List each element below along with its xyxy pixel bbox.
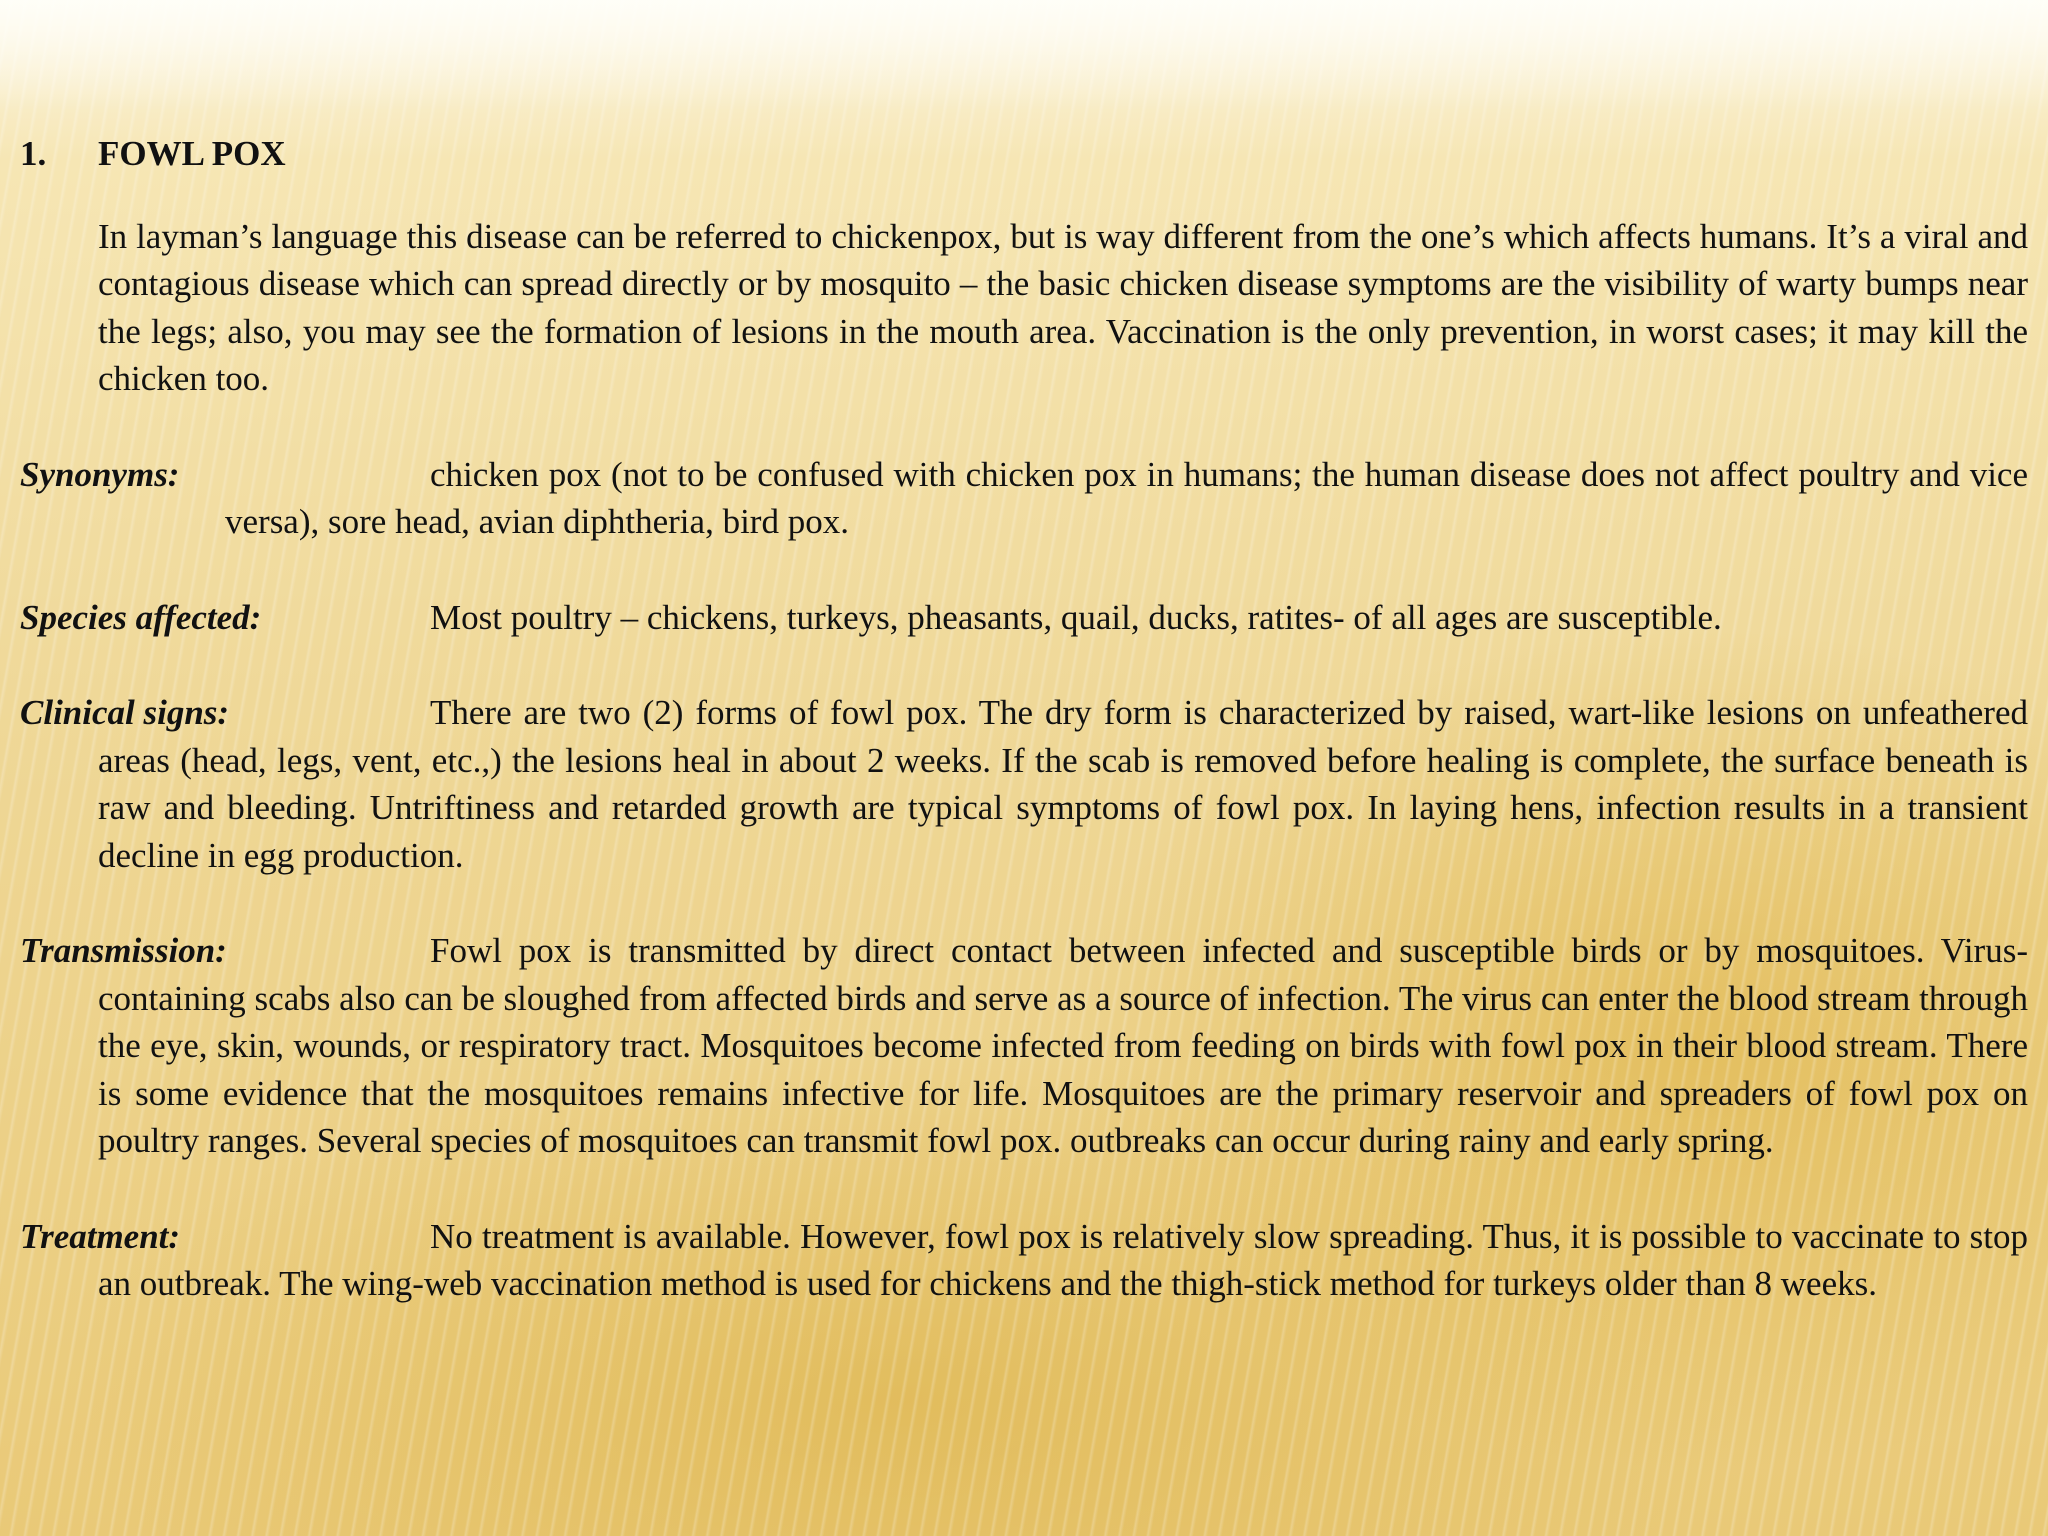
slide-background-glow bbox=[0, 0, 2048, 110]
transmission-text: Fowl pox is transmitted by direct contact between infected and susceptible birds or by mosquitoes. Virus-containing scabs also can be sloughed from affected birds and serve as a source of infection. The virus can enter the blood stream through the eye, skin, wounds, or respiratory tract. Mosquitoes become infected from feeding on birds with fowl pox in their blood stream. There is some evidence that the mosquitoes remains infective for life. Mosquitoes are the primary reservoir and spreaders of fowl pox on poultry ranges. Several species of mosquitoes can transmit fowl pox. outbreaks can occur during rainy and early spring. bbox=[98, 931, 2028, 1160]
species-label: Species affected: bbox=[20, 597, 262, 637]
slide-content bbox=[20, 130, 2028, 1356]
treatment-label: Treatment: bbox=[20, 1216, 181, 1256]
clinical-signs-text: There are two (2) forms of fowl pox. The dry form is characterized by raised, wart-like lesions on unfeathered areas (head, legs, vent, etc.,) the lesions heal in about 2 weeks. If the scab is removed before healing is complete, the surface beneath is raw and bleeding. Untriftiness and retarded growth are typical symptoms of fowl pox. In laying hens, infection results in a transient decline in egg production. bbox=[98, 693, 2028, 875]
synonyms-label: Synonyms: bbox=[20, 454, 180, 494]
treatment-text: No treatment is available. However, fowl pox is relatively slow spreading. Thus, it is possible to vaccinate to stop an outbreak. The wing-web vaccination method is used for chickens and the thigh-stick method for turkeys older than 8 weeks. bbox=[98, 1216, 2028, 1303]
treatment-section bbox=[20, 1213, 2028, 1308]
synonyms-text: chicken pox (not to be confused with chicken pox in humans; the human disease does not affect poultry and vice versa), sore head, avian diphtheria, bird pox. bbox=[225, 454, 2028, 541]
intro-paragraph: In layman’s language this disease can be referred to chickenpox, but is way different from the one’s which affects humans. It’s a viral and contagious disease which can spread directly or by mosquito – the basic chicken disease symptoms are the visibility of warty bumps near the legs; also, you may see the formation of lesions in the mouth area. Vaccination is the only prevention, in worst cases; it may kill the chicken too. bbox=[98, 216, 2028, 398]
heading-title: FOWL POX bbox=[98, 134, 286, 173]
heading-number: 1. bbox=[20, 134, 47, 173]
synonyms-section bbox=[20, 451, 2028, 546]
transmission-section bbox=[20, 927, 2028, 1165]
clinical-signs-label: Clinical signs: bbox=[20, 693, 230, 732]
species-text: Most poultry – chickens, turkeys, pheasants, quail, ducks, ratites- of all ages are susceptible. bbox=[430, 597, 1722, 637]
section-heading bbox=[20, 130, 2028, 178]
species-section bbox=[20, 594, 2028, 642]
transmission-label: Transmission: bbox=[20, 931, 227, 970]
clinical-signs-section bbox=[20, 689, 2028, 879]
